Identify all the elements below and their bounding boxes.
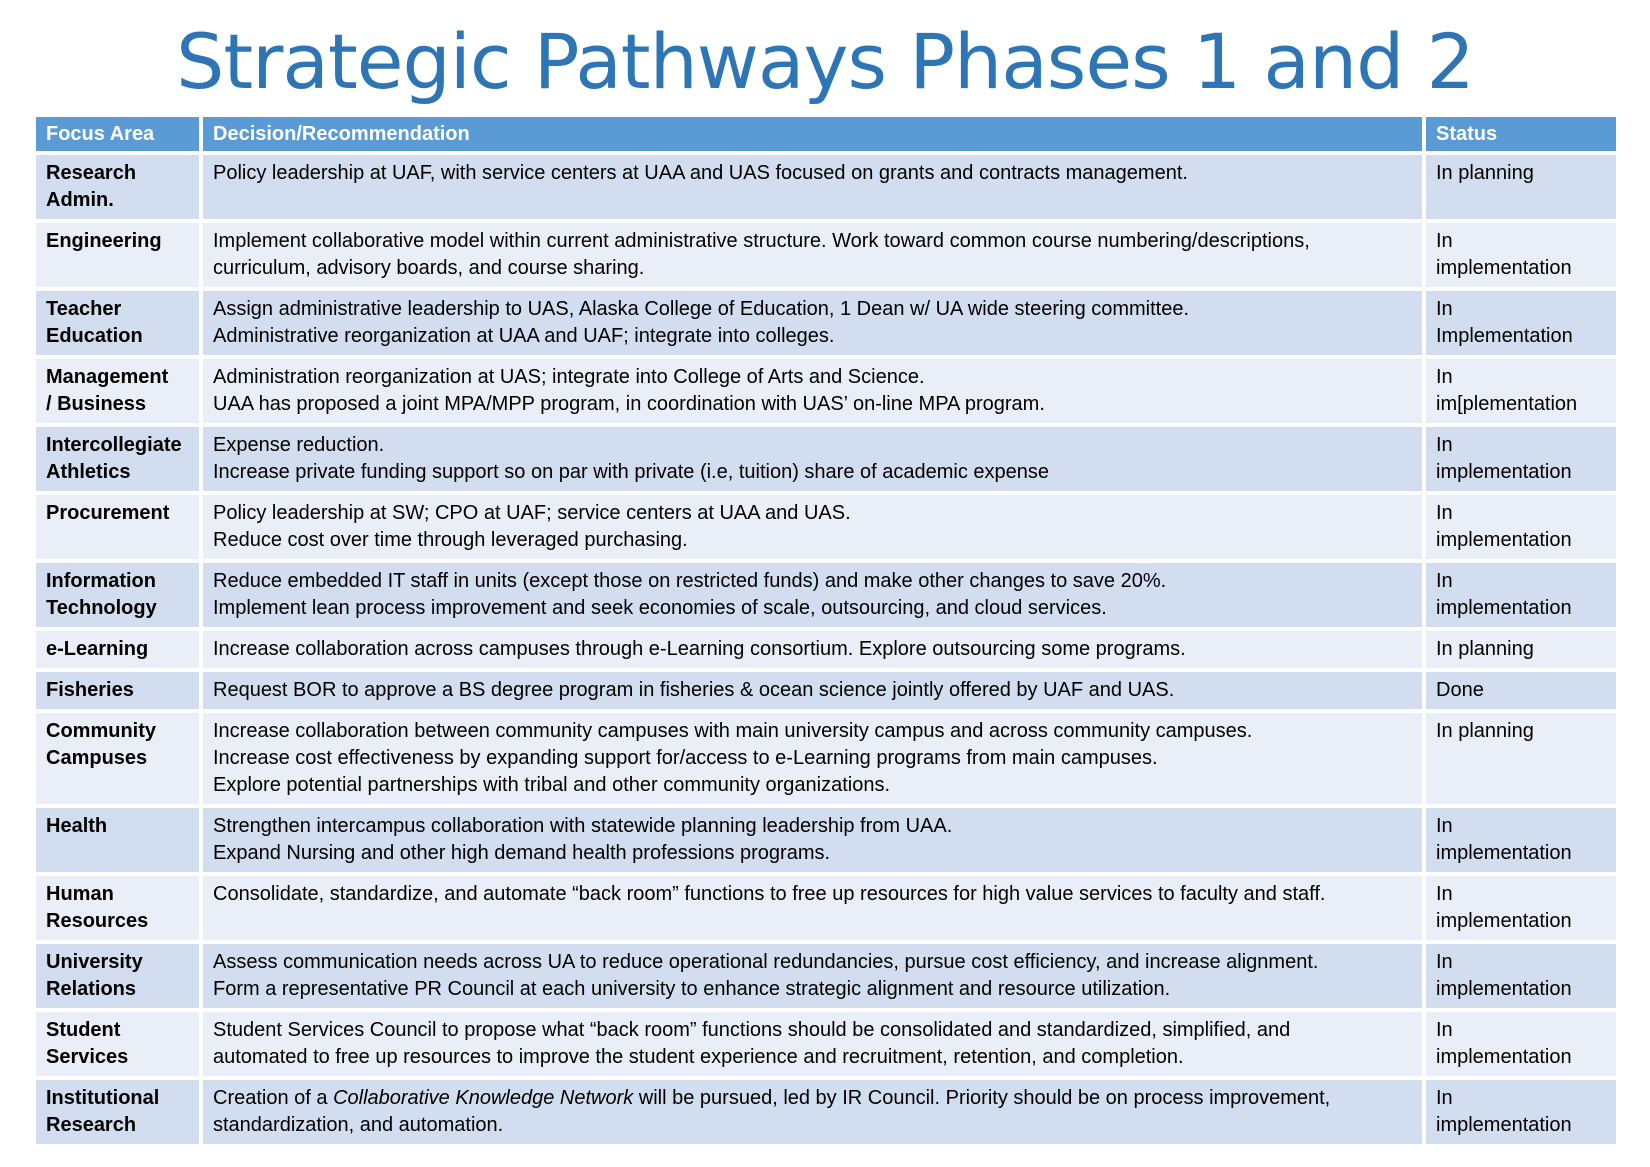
decision-cell [203, 631, 1422, 668]
status-text: In [1436, 570, 1453, 592]
focus-area-text: Teacher [46, 298, 122, 320]
focus-area-cell [36, 1012, 199, 1076]
status-text: In [1436, 951, 1453, 973]
decision-text: Consolidate, standardize, and automate “back room” functions to free up resources for high value services to faculty and staff. [213, 883, 1326, 905]
status-text: Done [1436, 679, 1484, 701]
focus-area-text: Campuses [46, 747, 148, 769]
decision-text: Implement lean process improvement and seek economies of scale, outsourcing, and cloud services. [213, 597, 1107, 619]
decision-cell [203, 563, 1422, 627]
decision-text: Expand Nursing and other high demand health professions programs. [213, 842, 831, 864]
status-text: In planning [1436, 638, 1534, 660]
table-row [36, 1080, 1616, 1144]
focus-area-text: / Business [46, 393, 147, 415]
table-row [36, 291, 1616, 355]
status-cell [1426, 876, 1616, 940]
header-focus-area: Focus Area [36, 117, 199, 151]
focus-area-text: Information [46, 570, 156, 592]
decision-text: Policy leadership at SW; CPO at UAF; service centers at UAA and UAS. [213, 502, 851, 524]
table-row [36, 223, 1616, 287]
table-row [36, 713, 1616, 804]
focus-area-text: Education [46, 325, 143, 347]
status-text: In [1436, 230, 1453, 252]
table-row [36, 944, 1616, 1008]
status-text: In [1436, 502, 1453, 524]
focus-area-text: Technology [46, 597, 157, 619]
focus-area-text: Institutional [46, 1087, 160, 1109]
decision-text: Administrative reorganization at UAA and UAF; integrate into colleges. [213, 325, 835, 347]
decision-text: standardization, and automation. [213, 1114, 504, 1136]
table-row [36, 672, 1616, 709]
status-text: implementation [1436, 257, 1572, 279]
table-row [36, 427, 1616, 491]
decision-text: Policy leadership at UAF, with service centers at UAA and UAS focused on grants and contracts management. [213, 162, 1188, 184]
focus-area-cell [36, 631, 199, 668]
focus-area-cell [36, 359, 199, 423]
status-text: In [1436, 1019, 1453, 1041]
focus-area-text: Human [46, 883, 114, 905]
focus-area-cell [36, 1080, 199, 1144]
decision-text: Strengthen intercampus collaboration with statewide planning leadership from UAA. [213, 815, 953, 837]
focus-area-cell [36, 223, 199, 287]
decision-text [213, 1085, 1412, 1112]
table-row [36, 876, 1616, 940]
decision-text: Implement collaborative model within current administrative structure. Work toward common course numbering/descriptions, [213, 230, 1310, 252]
decision-emphasis: Collaborative Knowledge Network [333, 1087, 634, 1109]
status-cell [1426, 1012, 1616, 1076]
table-row [36, 1012, 1616, 1076]
status-cell [1426, 359, 1616, 423]
decision-text: Explore potential partnerships with tribal and other community organizations. [213, 774, 891, 796]
focus-area-cell [36, 495, 199, 559]
decision-text: Reduce embedded IT staff in units (except those on restricted funds) and make other changes to save 20%. [213, 570, 1167, 592]
decision-text: curriculum, advisory boards, and course sharing. [213, 257, 645, 279]
table-row [36, 359, 1616, 423]
status-text: implementation [1436, 597, 1572, 619]
focus-area-text: Procurement [46, 502, 170, 524]
header-decision: Decision/Recommendation [203, 117, 1422, 151]
decision-text: Student Services Council to propose what “back room” functions should be consolidated and standardized, simplified, and [213, 1019, 1291, 1041]
decision-cell [203, 427, 1422, 491]
status-text: In [1436, 434, 1453, 456]
focus-area-text: Intercollegiate [46, 434, 182, 456]
decision-cell [203, 944, 1422, 1008]
focus-area-cell [36, 944, 199, 1008]
focus-area-cell [36, 155, 199, 219]
decision-text: UAA has proposed a joint MPA/MPP program, in coordination with UAS’ on-line MPA program. [213, 393, 1045, 415]
focus-area-text: Relations [46, 978, 137, 1000]
decision-text: Reduce cost over time through leveraged purchasing. [213, 529, 688, 551]
focus-area-text: Athletics [46, 461, 131, 483]
decision-text: Increase private funding support so on par with private (i.e, tuition) share of academic expense [213, 461, 1050, 483]
status-cell [1426, 563, 1616, 627]
focus-area-text: Research [46, 1114, 137, 1136]
decision-cell [203, 359, 1422, 423]
status-cell [1426, 291, 1616, 355]
focus-area-cell [36, 563, 199, 627]
focus-area-text: Engineering [46, 230, 162, 252]
status-text: In planning [1436, 720, 1534, 742]
focus-area-text: e-Learning [46, 638, 149, 660]
focus-area-cell [36, 291, 199, 355]
status-cell [1426, 808, 1616, 872]
status-cell [1426, 631, 1616, 668]
status-cell [1426, 1080, 1616, 1144]
status-text: In [1436, 366, 1453, 388]
decision-text: Administration reorganization at UAS; integrate into College of Arts and Science. [213, 366, 925, 388]
status-cell [1426, 672, 1616, 709]
decision-text: Increase collaboration between community campuses with main university campus and across community campuses. [213, 720, 1253, 742]
focus-area-cell [36, 808, 199, 872]
status-cell [1426, 427, 1616, 491]
decision-text: Increase collaboration across campuses through e-Learning consortium. Explore outsourcing some programs. [213, 638, 1186, 660]
decision-text: Request BOR to approve a BS degree program in fisheries & ocean science jointly offered by UAF and UAS. [213, 679, 1175, 701]
status-text: implementation [1436, 461, 1572, 483]
status-text: implementation [1436, 1046, 1572, 1068]
pathways-table [32, 113, 1620, 1148]
decision-text: automated to free up resources to improve the student experience and recruitment, retention, and completion. [213, 1046, 1184, 1068]
decision-cell [203, 672, 1422, 709]
focus-area-text: Student [46, 1019, 121, 1041]
status-text: im[plementation [1436, 393, 1578, 415]
status-text: Implementation [1436, 325, 1573, 347]
decision-cell [203, 1080, 1422, 1144]
focus-area-text: Community [46, 720, 156, 742]
status-text: In [1436, 883, 1453, 905]
focus-area-cell [36, 427, 199, 491]
decision-cell [203, 495, 1422, 559]
table-row [36, 631, 1616, 668]
decision-cell [203, 713, 1422, 804]
decision-cell [203, 1012, 1422, 1076]
decision-cell [203, 223, 1422, 287]
table-row [36, 563, 1616, 627]
decision-text: Expense reduction. [213, 434, 385, 456]
focus-area-text: Health [46, 815, 108, 837]
status-cell [1426, 944, 1616, 1008]
focus-area-text: University [46, 951, 143, 973]
status-cell [1426, 223, 1616, 287]
status-text: In [1436, 815, 1453, 837]
decision-text: Form a representative PR Council at each university to enhance strategic alignment and resource utilization. [213, 978, 1171, 1000]
page-title: Strategic Pathways Phases 1 and 2 [176, 17, 1474, 106]
decision-cell [203, 876, 1422, 940]
decision-text: Assess communication needs across UA to reduce operational redundancies, pursue cost efficiency, and increase alignment. [213, 951, 1319, 973]
focus-area-text: Admin. [46, 189, 114, 211]
focus-area-text: Management [46, 366, 169, 388]
focus-area-cell [36, 672, 199, 709]
status-text: implementation [1436, 529, 1572, 551]
focus-area-text: Services [46, 1046, 129, 1068]
status-cell [1426, 713, 1616, 804]
focus-area-cell [36, 876, 199, 940]
status-text: In [1436, 298, 1453, 320]
decision-fragment: will be pursued, led by IR Council. Priority should be on process improvement, [633, 1087, 1331, 1109]
focus-area-text: Research [46, 162, 137, 184]
header-status: Status [1426, 117, 1616, 151]
table-header-row [36, 117, 1616, 151]
focus-area-cell [36, 713, 199, 804]
table-row [36, 155, 1616, 219]
decision-cell [203, 155, 1422, 219]
decision-cell [203, 291, 1422, 355]
status-cell [1426, 495, 1616, 559]
status-cell [1426, 155, 1616, 219]
status-text: implementation [1436, 978, 1572, 1000]
status-text: In planning [1436, 162, 1534, 184]
table-row [36, 808, 1616, 872]
status-text: implementation [1436, 1114, 1572, 1136]
status-text: In [1436, 1087, 1453, 1109]
focus-area-text: Fisheries [46, 679, 134, 701]
status-text: implementation [1436, 842, 1572, 864]
status-text: implementation [1436, 910, 1572, 932]
decision-text: Increase cost effectiveness by expanding support for/access to e-Learning programs from main campuses. [213, 747, 1158, 769]
decision-text: Assign administrative leadership to UAS, Alaska College of Education, 1 Dean w/ UA wide steering committee. [213, 298, 1190, 320]
decision-cell [203, 808, 1422, 872]
focus-area-text: Resources [46, 910, 149, 932]
decision-fragment: Creation of a [213, 1087, 334, 1109]
table-row [36, 495, 1616, 559]
